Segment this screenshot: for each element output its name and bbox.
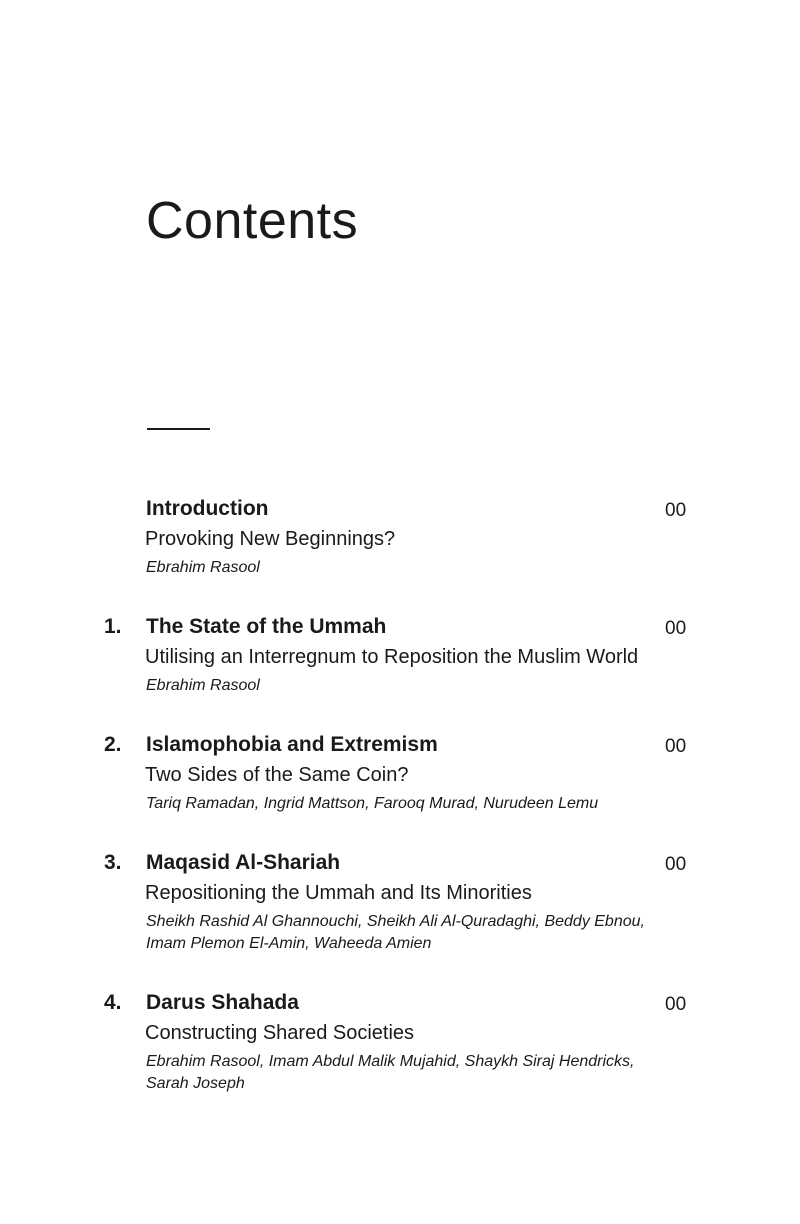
entry-authors: Sheikh Rashid Al Ghannouchi, Sheikh Ali Al-Quradaghi, Beddy Ebnou, Imam Plemon El-Amin, Waheeda Amien (146, 913, 645, 952)
entry-subtitle: Repositioning the Ummah and Its Minorities (145, 882, 532, 904)
entry-page-number: 00 (665, 500, 687, 521)
entry-authors: Ebrahim Rasool (146, 559, 260, 576)
entry-heading: Maqasid Al-Shariah (146, 851, 341, 874)
entry-authors: Tariq Ramadan, Ingrid Mattson, Farooq Murad, Nurudeen Lemu (146, 795, 599, 812)
entry-subtitle: Two Sides of the Same Coin? (145, 764, 409, 786)
entry-authors: Ebrahim Rasool (146, 677, 260, 694)
title-rule (147, 428, 210, 430)
entry-page-number: 00 (665, 736, 687, 757)
entry-page-number: 00 (665, 994, 687, 1015)
entry-number: 3. (104, 851, 122, 874)
entry-heading: Introduction (146, 497, 269, 520)
entry-authors: Ebrahim Rasool, Imam Abdul Malik Mujahid, Shaykh Siraj Hendricks, Sarah Joseph (146, 1053, 635, 1092)
entry-heading: The State of the Ummah (146, 615, 387, 638)
entry-subtitle: Provoking New Beginnings? (145, 528, 396, 550)
entry-heading: Darus Shahada (146, 991, 299, 1014)
entry-number: 2. (104, 733, 122, 756)
entry-subtitle: Constructing Shared Societies (145, 1022, 415, 1044)
entry-number: 4. (104, 991, 122, 1014)
entry-number: 1. (104, 615, 122, 638)
entry-heading: Islamophobia and Extremism (146, 733, 438, 756)
entry-page-number: 00 (665, 618, 687, 639)
page-title: Contents (146, 192, 359, 250)
entry-page-number: 00 (665, 854, 687, 875)
entry-subtitle: Utilising an Interregnum to Reposition the Muslim World (145, 646, 639, 668)
